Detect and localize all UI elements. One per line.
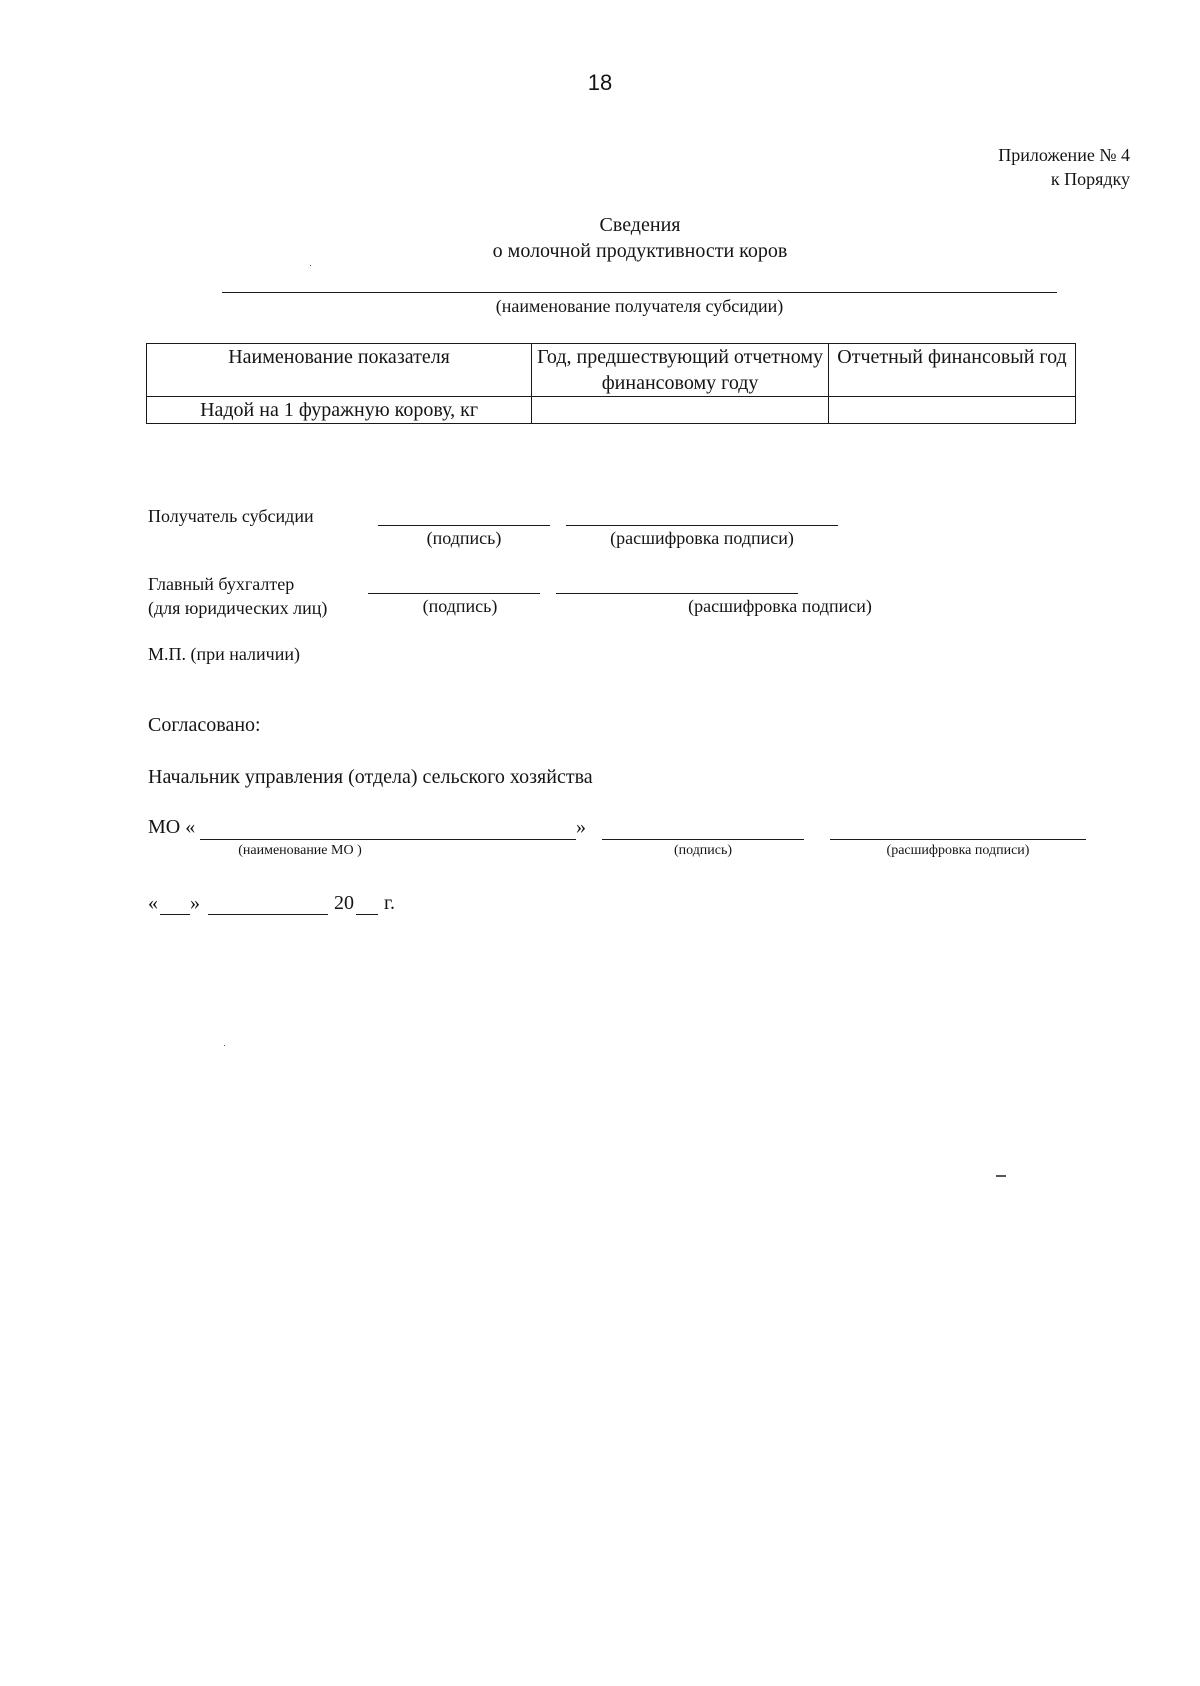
document-title: Сведения	[599, 214, 681, 236]
date-close-quote: »	[190, 892, 200, 914]
page-number: 18	[587, 70, 613, 95]
mo-name-line[interactable]	[200, 839, 576, 840]
appendix-order: к Порядку	[1050, 169, 1130, 189]
scan-speck	[996, 1175, 1006, 1177]
row-previous-year-value[interactable]	[532, 397, 829, 424]
head-signature-caption: (подпись)	[673, 843, 733, 858]
date-day-line[interactable]	[160, 914, 190, 915]
department-head-label: Начальник управления (отдела) сельского хозяйства	[148, 766, 593, 788]
table-row	[147, 397, 1076, 424]
date-month-line[interactable]	[208, 914, 328, 915]
row-reporting-year-value[interactable]	[829, 397, 1076, 424]
date-year-line[interactable]	[356, 914, 378, 915]
accountant-decode-line[interactable]	[556, 593, 798, 594]
header-previous-year: Год, предшествующий отчетному финансовому году	[532, 344, 829, 397]
stamp-label: М.П. (при наличии)	[148, 644, 300, 664]
recipient-decode-line[interactable]	[566, 525, 838, 526]
accountant-label-note: (для юридических лиц)	[148, 598, 328, 618]
head-signature-line[interactable]	[602, 839, 804, 840]
recipient-name-caption: (наименование получателя субсидии)	[495, 296, 784, 316]
recipient-signature-line[interactable]	[378, 525, 550, 526]
appendix-number: Приложение № 4	[998, 145, 1130, 165]
recipient-decode-caption: (расшифровка подписи)	[610, 528, 794, 548]
accountant-label	[148, 572, 327, 620]
indicators-table	[146, 343, 1076, 424]
row-indicator-name: Надой на 1 фуражную корову, кг	[147, 397, 532, 424]
accountant-decode-caption: (расшифровка подписи)	[688, 596, 872, 616]
head-decode-caption: (расшифровка подписи)	[886, 843, 1030, 858]
agreed-label: Согласовано:	[148, 714, 261, 736]
accountant-signature-caption: (подпись)	[422, 596, 498, 616]
head-decode-line[interactable]	[830, 839, 1086, 840]
mo-name-caption: (наименование МО )	[238, 843, 362, 858]
header-indicator-name: Наименование показателя	[147, 344, 532, 397]
accountant-signature-line[interactable]	[368, 593, 540, 594]
recipient-name-line	[222, 292, 1057, 293]
header-reporting-year: Отчетный финансовый год	[829, 344, 1076, 397]
date-year-prefix: 20	[334, 892, 354, 914]
mo-prefix: МО «	[148, 816, 196, 838]
document-subtitle: о молочной продуктивности коров	[492, 240, 788, 262]
appendix-reference	[998, 143, 1130, 191]
date-open-quote: «	[148, 892, 158, 914]
table-header-row	[147, 344, 1076, 397]
scan-speck	[224, 1045, 225, 1046]
mo-suffix: »	[576, 816, 586, 838]
recipient-label: Получатель субсидии	[148, 506, 314, 526]
scan-speck	[310, 265, 311, 266]
date-year-suffix: г.	[384, 892, 395, 914]
recipient-signature-caption: (подпись)	[426, 528, 502, 548]
accountant-label-title: Главный бухгалтер	[148, 574, 295, 594]
